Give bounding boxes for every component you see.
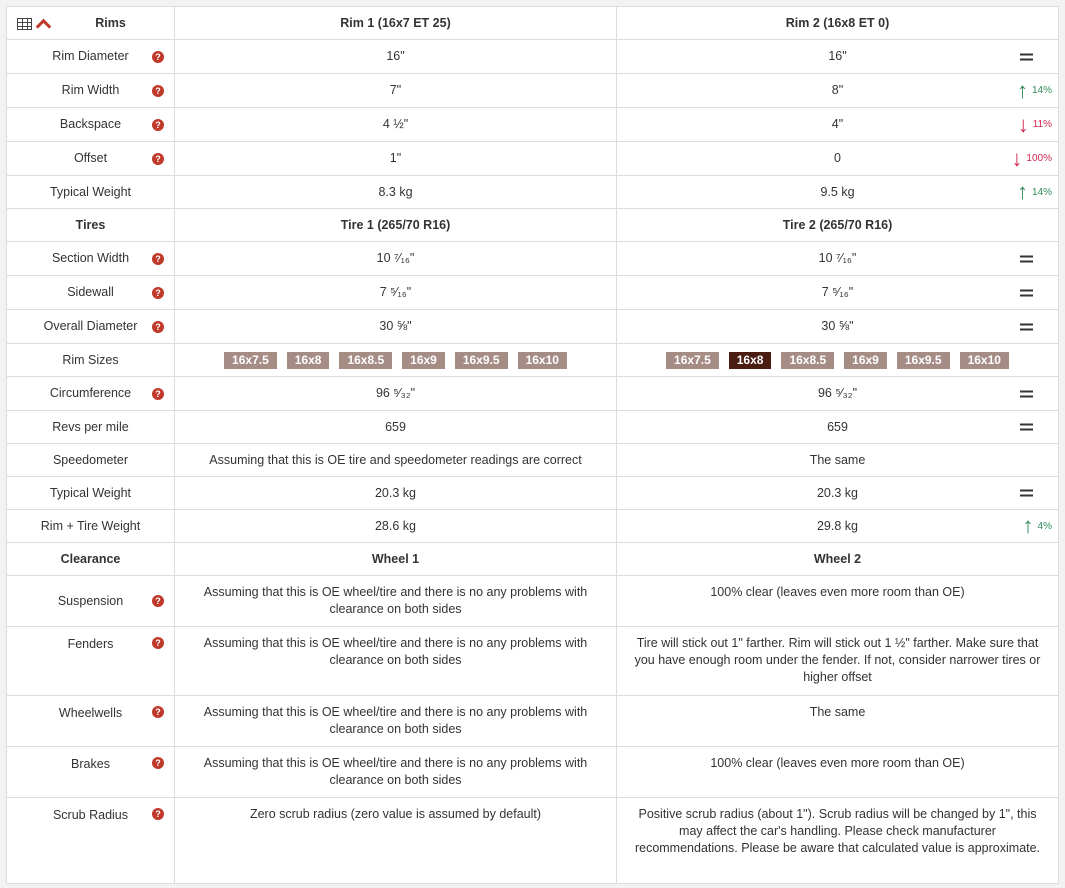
clearance-header-row xyxy=(7,543,1059,576)
tires-header-row xyxy=(7,209,1059,242)
row-label: Scrub Radius ? xyxy=(7,798,175,884)
rim2-value: 4" xyxy=(831,117,844,131)
rim2-value: 9.5 kg xyxy=(820,184,855,199)
row-label: Typical Weight xyxy=(7,477,175,510)
rims-section-title: Rims xyxy=(95,15,126,30)
header-controls xyxy=(17,16,49,32)
rim-size-chip-selected[interactable]: 16x8 xyxy=(729,352,772,369)
help-icon[interactable]: ? xyxy=(152,153,164,165)
wheel2-value: The same xyxy=(617,696,1059,747)
rim-size-chip[interactable]: 16x9 xyxy=(844,352,887,369)
row-label: Sidewall ? xyxy=(7,276,175,310)
row-label: Section Width ? xyxy=(7,242,175,276)
row-label: Brakes ? xyxy=(7,747,175,798)
rim2-cell xyxy=(617,74,1059,108)
rim2-value: 8" xyxy=(831,83,844,97)
row-label: Rim Diameter ? xyxy=(7,40,175,74)
rims-header-row xyxy=(7,7,1059,40)
equal-icon xyxy=(1020,53,1033,60)
table-row xyxy=(7,176,1059,209)
rim-size-chip[interactable]: 16x8.5 xyxy=(781,352,834,369)
clearance-section-title: Clearance xyxy=(7,543,175,576)
wheel1-value: Assuming that this is OE wheel/tire and there is no any problems with clearance on both sides xyxy=(175,747,617,798)
row-label: Suspension ? xyxy=(7,576,175,627)
row-label: Circumference ? xyxy=(7,377,175,411)
equal-icon xyxy=(1020,490,1033,497)
wheel2-value: Tire will stick out 1" farther. Rim will stick out 1 ½" farther. Make sure that you have enough room under the fender. If not, consider narrower tires or higher offset xyxy=(617,627,1059,696)
tire2-rim-sizes xyxy=(617,344,1059,377)
rim2-value: 0 xyxy=(834,151,841,165)
tire1-rim-sizes xyxy=(175,344,617,377)
table-row xyxy=(7,40,1059,74)
change-percent: 11% xyxy=(1032,119,1052,130)
arrow-up-icon: ↑ xyxy=(1022,513,1034,538)
equal-icon xyxy=(1020,289,1033,296)
table-row xyxy=(7,142,1059,176)
rim1-value: 16" xyxy=(175,40,617,74)
tire2-value: 30 ⅝" xyxy=(821,319,854,333)
tire2-cell xyxy=(617,411,1059,444)
rim-size-chip[interactable]: 16x10 xyxy=(518,352,567,369)
wheel2-value: 100% clear (leaves even more room than OE) xyxy=(617,747,1059,798)
rim-size-chip[interactable]: 16x7.5 xyxy=(666,352,719,369)
row-label: Rim Sizes xyxy=(7,344,175,377)
table-row xyxy=(7,477,1059,510)
row-label: Rim + Tire Weight xyxy=(7,510,175,543)
tires-section-title: Tires xyxy=(7,209,175,242)
table-row xyxy=(7,377,1059,411)
help-icon[interactable]: ? xyxy=(152,595,164,607)
tire2-value: 96 ⁵⁄₃₂" xyxy=(817,386,858,400)
tire1-value: 30 ⅝" xyxy=(175,310,617,344)
rim-size-chip[interactable]: 16x9 xyxy=(402,352,445,369)
rim-size-chip[interactable]: 16x10 xyxy=(960,352,1009,369)
wheel1-header: Wheel 1 xyxy=(175,543,617,576)
table-row xyxy=(7,444,1059,477)
wheel2-header: Wheel 2 xyxy=(617,543,1059,576)
rim2-cell xyxy=(617,40,1059,74)
help-icon[interactable]: ? xyxy=(152,119,164,131)
tire2-cell xyxy=(617,510,1059,543)
tire2-value: 10 ⁷⁄₁₆" xyxy=(818,251,857,265)
tire1-value: Assuming that this is OE tire and speedometer readings are correct xyxy=(175,444,617,477)
help-icon[interactable]: ? xyxy=(152,757,164,769)
equal-icon xyxy=(1020,390,1033,397)
tire2-value: 7 ⁵⁄₁₆" xyxy=(821,285,854,299)
rim-size-chip[interactable]: 16x9.5 xyxy=(897,352,950,369)
tire2-cell xyxy=(617,310,1059,344)
row-label: Typical Weight xyxy=(7,176,175,209)
tire2-cell xyxy=(617,242,1059,276)
table-row xyxy=(7,108,1059,142)
rim2-cell xyxy=(617,142,1059,176)
row-label: Offset ? xyxy=(7,142,175,176)
rim1-value: 4 ½" xyxy=(175,108,617,142)
tire1-value: 659 xyxy=(175,411,617,444)
table-icon[interactable] xyxy=(17,18,32,30)
table-row xyxy=(7,276,1059,310)
help-icon[interactable]: ? xyxy=(152,637,164,649)
table-row xyxy=(7,696,1059,747)
rim2-value: 16" xyxy=(828,49,847,63)
chevron-up-icon[interactable] xyxy=(36,19,52,35)
row-label: Revs per mile xyxy=(7,411,175,444)
equal-icon xyxy=(1020,255,1033,262)
tire2-value: 659 xyxy=(827,419,848,434)
arrow-up-icon: ↑ xyxy=(1016,77,1028,103)
row-label: Wheelwells ? xyxy=(7,696,175,747)
row-label: Overall Diameter ? xyxy=(7,310,175,344)
table-row xyxy=(7,576,1059,627)
tire2-value: 29.8 kg xyxy=(816,518,858,533)
equal-icon xyxy=(1020,323,1033,330)
table-row xyxy=(7,310,1059,344)
wheel2-value: 100% clear (leaves even more room than OE) xyxy=(617,576,1059,627)
rim2-header: Rim 2 (16x8 ET 0) xyxy=(617,7,1059,40)
table-row xyxy=(7,510,1059,543)
help-icon[interactable]: ? xyxy=(152,85,164,97)
table-row xyxy=(7,798,1059,884)
wheel1-value: Zero scrub radius (zero value is assumed by default) xyxy=(175,798,617,884)
tire2-cell xyxy=(617,377,1059,411)
help-icon[interactable]: ? xyxy=(152,321,164,333)
change-percent: 14% xyxy=(1031,186,1052,198)
rim-size-chip[interactable]: 16x9.5 xyxy=(455,352,508,369)
wheel1-value: Assuming that this is OE wheel/tire and there is no any problems with clearance on both sides xyxy=(175,627,617,696)
help-icon[interactable]: ? xyxy=(152,388,164,400)
rim1-value: 8.3 kg xyxy=(175,176,617,209)
wheel2-value: Positive scrub radius (about 1"). Scrub radius will be changed by 1", this may affect the car's handling. Please check manufacturer recommendations. Please be aware that calculated value is approximate. xyxy=(617,798,1059,884)
help-icon[interactable]: ? xyxy=(152,706,164,718)
wheel1-value: Assuming that this is OE wheel/tire and there is no any problems with clearance on both sides xyxy=(175,696,617,747)
change-percent: 14% xyxy=(1031,85,1052,96)
tire1-header: Tire 1 (265/70 R16) xyxy=(175,209,617,242)
rim-size-chip[interactable]: 16x8 xyxy=(287,352,330,369)
comparison-table xyxy=(6,6,1059,884)
tire2-value: 20.3 kg xyxy=(816,485,858,500)
rim2-cell xyxy=(617,108,1059,142)
help-icon[interactable]: ? xyxy=(152,287,164,299)
row-label: Rim Width ? xyxy=(7,74,175,108)
table-row xyxy=(7,747,1059,798)
table-row xyxy=(7,411,1059,444)
comparison-panel xyxy=(6,6,1058,884)
tire1-value: 96 ⁵⁄₃₂" xyxy=(175,377,617,411)
change-percent: 4% xyxy=(1037,520,1052,532)
table-row xyxy=(7,344,1059,377)
help-icon[interactable]: ? xyxy=(152,51,164,63)
help-icon[interactable]: ? xyxy=(152,253,164,265)
rim1-value: 1" xyxy=(175,142,617,176)
tire1-value: 10 ⁷⁄₁₆" xyxy=(175,242,617,276)
rim-size-chip[interactable]: 16x7.5 xyxy=(224,352,277,369)
rim2-cell xyxy=(617,176,1059,209)
tire2-value: The same xyxy=(617,444,1059,477)
change-percent: 100% xyxy=(1026,153,1052,164)
help-icon[interactable]: ? xyxy=(152,808,164,820)
arrow-down-icon: ↓ xyxy=(1017,111,1029,137)
rim1-header: Rim 1 (16x7 ET 25) xyxy=(175,7,617,40)
equal-icon xyxy=(1020,424,1033,431)
table-row xyxy=(7,242,1059,276)
arrow-down-icon: ↓ xyxy=(1011,145,1023,171)
row-label: Speedometer xyxy=(7,444,175,477)
tire1-value: 28.6 kg xyxy=(175,510,617,543)
table-row xyxy=(7,627,1059,696)
tire2-cell xyxy=(617,276,1059,310)
tire2-header: Tire 2 (265/70 R16) xyxy=(617,209,1059,242)
rim-size-chip[interactable]: 16x8.5 xyxy=(339,352,392,369)
row-label: Fenders ? xyxy=(7,627,175,696)
rim1-value: 7" xyxy=(175,74,617,108)
row-label: Backspace ? xyxy=(7,108,175,142)
tire1-value: 20.3 kg xyxy=(175,477,617,510)
wheel1-value: Assuming that this is OE wheel/tire and there is no any problems with clearance on both sides xyxy=(175,576,617,627)
tire1-value: 7 ⁵⁄₁₆" xyxy=(175,276,617,310)
tire2-cell xyxy=(617,477,1059,510)
rims-header-cell xyxy=(7,7,175,40)
arrow-up-icon: ↑ xyxy=(1016,179,1028,204)
table-row xyxy=(7,74,1059,108)
